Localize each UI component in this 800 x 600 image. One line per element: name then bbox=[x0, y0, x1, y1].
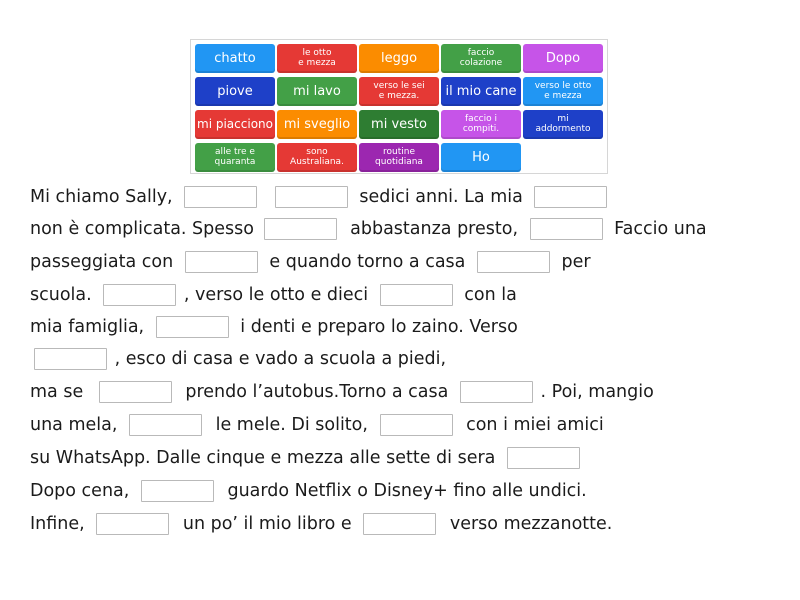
sentence-text: le mele. Di solito, bbox=[215, 415, 368, 435]
blank-slot[interactable] bbox=[477, 251, 550, 273]
sentence-text: Mi chiamo Sally, bbox=[30, 187, 173, 207]
blank-slot[interactable] bbox=[99, 381, 172, 403]
blank-slot[interactable] bbox=[103, 284, 176, 306]
text-line-8 bbox=[30, 413, 604, 437]
tile[interactable]: Ho bbox=[441, 143, 521, 172]
sentence-text: , verso le otto e dieci bbox=[183, 285, 369, 305]
blank-slot[interactable] bbox=[534, 186, 607, 208]
blank-slot[interactable] bbox=[380, 414, 453, 436]
sentence-text: e quando torno a casa bbox=[269, 252, 466, 272]
tile[interactable]: chatto bbox=[195, 44, 275, 73]
text-line-9 bbox=[30, 446, 582, 470]
text-line-6 bbox=[34, 347, 446, 371]
text-line-2 bbox=[30, 217, 707, 241]
tile[interactable]: alle tre e quaranta bbox=[195, 143, 275, 172]
blank-slot[interactable] bbox=[141, 480, 214, 502]
tile[interactable]: mi lavo bbox=[277, 77, 357, 106]
blank-slot[interactable] bbox=[34, 348, 107, 370]
sentence-text: con i miei amici bbox=[466, 415, 604, 435]
sentence-text: prendo l’autobus.Torno a casa bbox=[185, 382, 449, 402]
sentence-text: su WhatsApp. Dalle cinque e mezza alle sette di sera bbox=[30, 448, 496, 468]
sentence-text: passeggiata con bbox=[30, 252, 174, 272]
blank-slot[interactable] bbox=[129, 414, 202, 436]
sentence-text: verso mezzanotte. bbox=[449, 514, 613, 534]
sentence-text: per bbox=[561, 252, 591, 272]
sentence-text: sedici anni. La mia bbox=[359, 187, 523, 207]
blank-slot[interactable] bbox=[96, 513, 169, 535]
text-line-3 bbox=[30, 250, 591, 274]
tile[interactable]: mi addormento bbox=[523, 110, 603, 139]
tile[interactable]: Dopo bbox=[523, 44, 603, 73]
sentence-text: i denti e preparo lo zaino. Verso bbox=[240, 317, 518, 337]
blank-slot[interactable] bbox=[380, 284, 453, 306]
sentence-text: una mela, bbox=[30, 415, 118, 435]
text-line-10 bbox=[30, 479, 587, 503]
blank-slot[interactable] bbox=[460, 381, 533, 403]
sentence-text: con la bbox=[464, 285, 517, 305]
tile[interactable]: mi vesto bbox=[359, 110, 439, 139]
tile[interactable]: mi piacciono bbox=[195, 110, 275, 139]
text-line-1 bbox=[30, 185, 609, 209]
tile[interactable]: verso le otto e mezza bbox=[523, 77, 603, 106]
text-line-11 bbox=[30, 512, 612, 536]
word-bank bbox=[190, 39, 608, 174]
text-line-7 bbox=[30, 380, 654, 404]
blank-slot[interactable] bbox=[185, 251, 258, 273]
sentence-text: scuola. bbox=[30, 285, 92, 305]
tile[interactable]: piove bbox=[195, 77, 275, 106]
blank-slot[interactable] bbox=[264, 218, 337, 240]
tile[interactable]: verso le sei e mezza. bbox=[359, 77, 439, 106]
blank-slot[interactable] bbox=[507, 447, 580, 469]
tile[interactable]: sono Australiana. bbox=[277, 143, 357, 172]
sentence-text: guardo Netflix o Disney+ fino alle undici. bbox=[227, 481, 587, 501]
blank-slot[interactable] bbox=[275, 186, 348, 208]
text-line-5 bbox=[30, 315, 518, 339]
blank-slot[interactable] bbox=[156, 316, 229, 338]
sentence-text: . Poi, mangio bbox=[540, 382, 654, 402]
tile[interactable]: routine quotidiana bbox=[359, 143, 439, 172]
blank-slot[interactable] bbox=[184, 186, 257, 208]
sentence-text: un po’ il mio libro e bbox=[182, 514, 352, 534]
sentence-text: Faccio una bbox=[614, 219, 707, 239]
blank-slot[interactable] bbox=[530, 218, 603, 240]
tile[interactable]: mi sveglio bbox=[277, 110, 357, 139]
tile[interactable]: il mio cane bbox=[441, 77, 521, 106]
tile[interactable]: faccio colazione bbox=[441, 44, 521, 73]
tile[interactable]: le otto e mezza bbox=[277, 44, 357, 73]
sentence-text: abbastanza presto, bbox=[350, 219, 519, 239]
tile[interactable]: faccio i compiti. bbox=[441, 110, 521, 139]
sentence-text: Dopo cena, bbox=[30, 481, 130, 501]
tile[interactable]: leggo bbox=[359, 44, 439, 73]
sentence-text: non è complicata. Spesso bbox=[30, 219, 254, 239]
sentence-text: mia famiglia, bbox=[30, 317, 145, 337]
sentence-text: , esco di casa e vado a scuola a piedi, bbox=[114, 349, 447, 369]
sentence-text: ma se bbox=[30, 382, 84, 402]
text-line-4 bbox=[30, 283, 517, 307]
sentence-text: Infine, bbox=[30, 514, 85, 534]
blank-slot[interactable] bbox=[363, 513, 436, 535]
